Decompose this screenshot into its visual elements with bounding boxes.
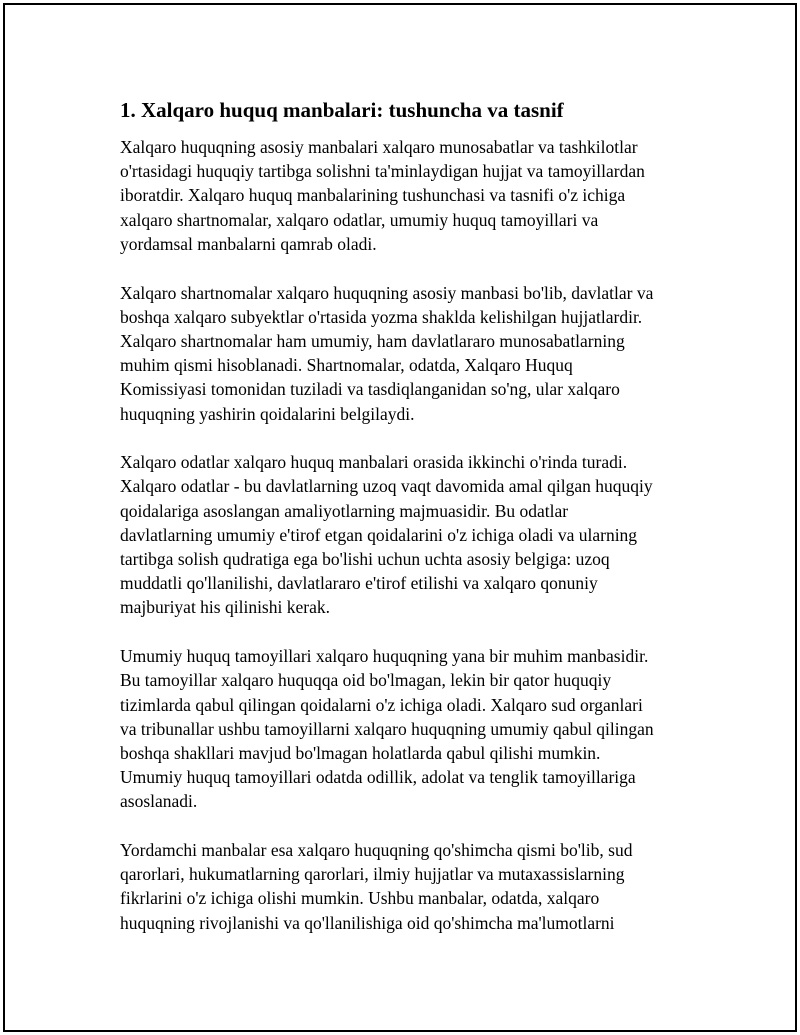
text-line: boshqa xalqaro subyektlar o'rtasida yozma shaklda kelishilgan hujjatlardir. <box>120 306 643 327</box>
text-line: tizimlarda qabul qilingan qoidalarni o'z ichiga oladi. Xalqaro sud organlari <box>120 694 643 715</box>
text-line: Xalqaro shartnomalar ham umumiy, ham davlatlararo munosabatlarning <box>120 330 625 351</box>
text-line: tartibga solish qudratiga ega bo'lishi uchun uchta asosiy belgiga: uzoq <box>120 549 610 570</box>
text-line: Xalqaro shartnomalar xalqaro huquqning asosiy manbasi bo'lib, davlatlar va <box>120 282 654 303</box>
text-line: Bu tamoyillar xalqaro huquqqa oid bo'lmagan, lekin bir qator huquqiy <box>120 670 612 691</box>
text-line: Yordamchi manbalar esa xalqaro huquqning qo'shimcha qismi bo'lib, sud <box>120 840 633 861</box>
text-line: xalqaro shartnomalar, xalqaro odatlar, umumiy huquq tamoyillari va <box>120 209 599 230</box>
paragraph-4 <box>120 644 690 813</box>
section-heading: 1. Xalqaro huquq manbalari: tushuncha va tasnif <box>120 98 564 122</box>
paragraph-5 <box>120 838 690 935</box>
text-line: iboratdir. Xalqaro huquq manbalarining tushunchasi va tasnifi o'z ichiga <box>120 185 626 206</box>
text-line: boshqa shakllari mavjud bo'lmagan holatlarda qabul qilishi mumkin. <box>120 742 601 763</box>
text-line: o'rtasidagi huquqiy tartibga solishni ta'minlaydigan hujjat va tamoyillardan <box>120 161 645 182</box>
text-line: davlatlarning umumiy e'tirof etgan qoidalarini o'z ichiga oladi va ularning <box>120 524 638 545</box>
document-body <box>120 97 690 959</box>
text-line: Komissiyasi tomonidan tuziladi va tasdiqlanganidan so'ng, ular xalqaro <box>120 379 620 400</box>
text-line: Xalqaro huquqning asosiy manbalari xalqaro munosabatlar va tashkilotlar <box>120 137 638 157</box>
text-line: huquqning yashirin qoidalarini belgilaydi. <box>120 403 415 424</box>
paragraph-2 <box>120 281 690 426</box>
text-line: asoslanadi. <box>120 791 198 812</box>
text-line: huquqning rivojlanishi va qo'llanilishiga oid qo'shimcha ma'lumotlarni <box>120 912 615 933</box>
paragraph-3 <box>120 450 690 619</box>
text-line: qarorlari, hukumatlarning qarorlari, ilmiy hujjatlar va mutaxassislarning <box>120 864 625 885</box>
paragraph-1 <box>120 135 690 256</box>
text-line: yordamsal manbalarni qamrab oladi. <box>120 233 377 254</box>
text-line: Xalqaro odatlar xalqaro huquq manbalari orasida ikkinchi o'rinda turadi. <box>120 452 628 473</box>
document-page <box>3 3 797 1032</box>
text-line: muddatli qo'llanilishi, davlatlararo e'tirof etilishi va xalqaro qonuniy <box>120 573 598 594</box>
text-line: Xalqaro odatlar - bu davlatlarning uzoq vaqt davomida amal qilgan huquqiy <box>120 476 653 497</box>
text-line: va tribunallar ushbu tamoyillarni xalqaro huquqning umumiy qabul qilingan <box>120 718 654 739</box>
text-line: fikrlarini o'z ichiga olishi mumkin. Ushbu manbalar, odatda, xalqaro <box>120 888 600 909</box>
text-line: muhim qismi hisoblanadi. Shartnomalar, odatda, Xalqaro Huquq <box>120 355 573 376</box>
text-line: qoidalariga asoslangan amaliyotlarning majmuasidir. Bu odatlar <box>120 500 569 521</box>
text-line: majburiyat his qilinishi kerak. <box>120 597 330 618</box>
text-line: Umumiy huquq tamoyillari odatda odillik, adolat va tenglik tamoyillariga <box>120 767 636 788</box>
text-line: Umumiy huquq tamoyillari xalqaro huquqning yana bir muhim manbasidir. <box>120 646 649 667</box>
